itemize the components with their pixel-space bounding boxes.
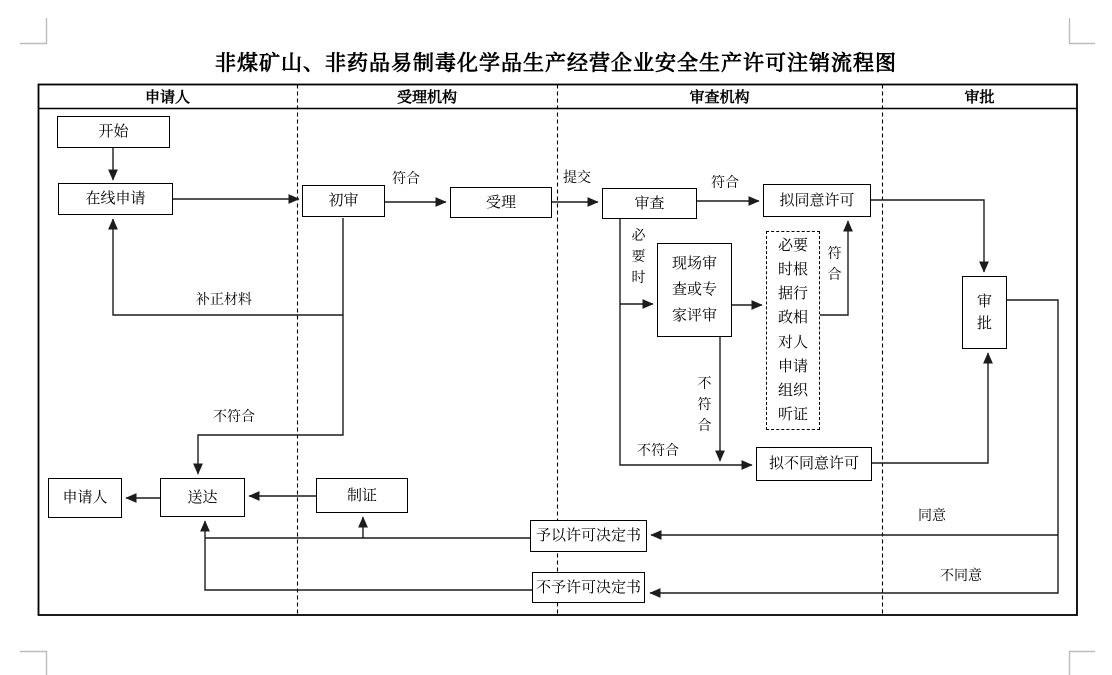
edge-label-conform-exam: 符合 xyxy=(711,174,739,190)
node-approval: 审批 xyxy=(962,276,1007,349)
edge-label-supplementary-materials: 补正材料 xyxy=(196,291,252,307)
node-start: 开始 xyxy=(57,116,170,148)
node-delivery: 送达 xyxy=(160,478,245,517)
node-applicant-end: 申请人 xyxy=(48,478,122,518)
node-hearing-note: 必要时根据行政相对人申请组织听证 xyxy=(766,231,820,430)
edge-label-agree: 同意 xyxy=(918,507,946,523)
node-preliminary-review: 初审 xyxy=(302,185,385,217)
edge-label-not-conform-prelim: 不符合 xyxy=(213,408,255,424)
lane-header-applicant: 申请人 xyxy=(144,88,190,106)
node-propose-approve-license: 拟同意许可 xyxy=(763,184,871,217)
node-onsite-review-or-expert-evaluation: 现场审查或专家评审 xyxy=(657,243,732,337)
edge-label-not-conform-exam: 不符合 xyxy=(637,442,679,458)
node-examination: 审查 xyxy=(602,188,697,219)
edge-label-conform-prelim: 符合 xyxy=(392,170,420,186)
edge-label-disagree: 不同意 xyxy=(940,567,982,583)
page-title: 非煤矿山、非药品易制毒化学品生产经营企业安全生产许可注销流程图 xyxy=(215,51,897,75)
edge-label-submit: 提交 xyxy=(563,169,591,185)
node-propose-deny-license: 拟不同意许可 xyxy=(756,447,872,481)
node-grant-license-decision: 予以许可决定书 xyxy=(530,520,647,552)
lane-header-approval: 审批 xyxy=(964,88,995,106)
lane-header-review-agency: 审查机构 xyxy=(689,88,750,106)
edge-label-not-conform-onsite: 不符合 xyxy=(697,375,712,433)
lane-header-accepting-agency: 受理机构 xyxy=(396,88,457,106)
edge-label-conform-hearing: 符合 xyxy=(827,245,842,282)
node-certificate-production: 制证 xyxy=(316,478,408,513)
node-acceptance: 受理 xyxy=(450,187,552,218)
node-online-application: 在线申请 xyxy=(58,183,173,215)
edge-label-when-necessary: 必要时 xyxy=(631,227,646,285)
node-deny-license-decision: 不予许可决定书 xyxy=(532,572,645,603)
